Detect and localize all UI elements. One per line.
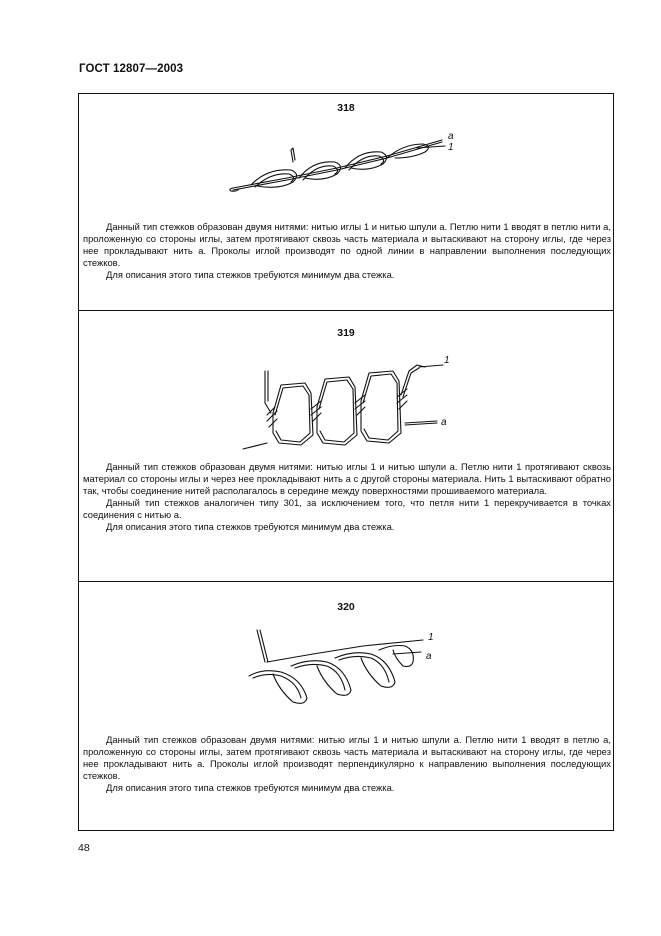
section-text [83, 221, 611, 281]
section-number: 319 [337, 327, 355, 339]
thread-label-a: a [448, 131, 454, 142]
page-number: 48 [78, 842, 90, 854]
stitch-section-318 [79, 94, 613, 310]
paragraph: Данный тип стежков образован двумя нитями: нитью иглы 1 и нитью шпули a. Петлю нити 1 протягивают сквозь материал со стороны иглы и через нее прокладывают нить a с другой стороны материала. Нить 1 вытаскивают обратно так, чтобы соединение нитей располагалось в середине между поверхностями прошиваемого материала. [83, 461, 611, 496]
thread-label-1: 1 [448, 142, 454, 153]
paragraph: Для описания этого типа стежков требуются минимум два стежка. [106, 269, 395, 280]
section-number: 318 [337, 102, 355, 114]
thread-label-a: a [426, 651, 432, 662]
paragraph: Для описания этого типа стежков требуются минимум два стежка. [106, 782, 395, 793]
stitch-diagram-318 [227, 128, 467, 192]
section-number: 320 [337, 601, 355, 613]
stitch-section-319 [79, 310, 613, 581]
stitch-diagram-320 [243, 628, 443, 710]
stitch-diagram-319 [237, 355, 457, 451]
paragraph: Данный тип стежков образован двумя нитями: нитью иглы 1 и нитью шпули a. Петлю нити 1 вводят в петлю нити a, проложенную со стороны иглы, затем протягивают сквозь часть материала и вытаскивают на сторону иглы, где через нее прокладывают нить a. Проколы иглой производят по одной линии в направлении выполнения последующих стежков. [83, 221, 611, 268]
content-frame [78, 93, 614, 831]
section-text [83, 461, 611, 533]
paragraph: Данный тип стежков аналогичен типу 301, за исключением того, что петля нити 1 перекручивается в точках соединения с нитью a. [83, 497, 611, 520]
thread-label-1: 1 [428, 632, 434, 643]
section-text [83, 734, 611, 794]
paragraph: Данный тип стежков образован двумя нитями: нитью иглы 1 и нитью шпули a. Петлю нити 1 вводят в петлю a, проложенную со стороны иглы, затем протягивают сквозь часть материала и вытаскивают на сторону иглы, где через нее прокладывают нить a. Проколы иглой производят перпендикулярно к направлению выполнения последующих стежков. [83, 734, 611, 781]
stitch-section-320 [79, 581, 613, 830]
thread-label-a: a [441, 417, 447, 428]
paragraph: Для описания этого типа стежков требуются минимум два стежка. [106, 521, 395, 532]
thread-label-1: 1 [444, 355, 450, 366]
document-header: ГОСТ 12807—2003 [79, 63, 184, 75]
